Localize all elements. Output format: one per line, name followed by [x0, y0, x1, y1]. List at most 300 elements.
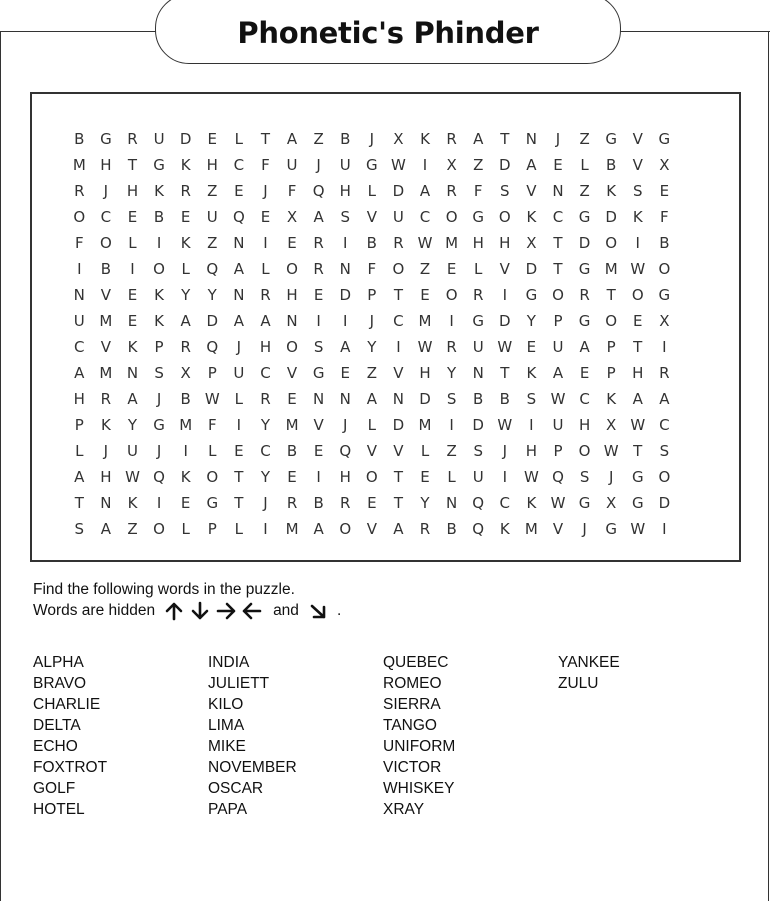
grid-letter: T — [500, 364, 510, 382]
grid-letter: V — [526, 182, 537, 200]
grid-row — [66, 282, 678, 308]
grid-letter: A — [659, 390, 670, 408]
grid-letter: V — [632, 130, 643, 148]
grid-letter: A — [552, 364, 564, 382]
grid-letter: H — [126, 182, 139, 200]
grid-letter: O — [605, 312, 618, 330]
grid-letter: E — [207, 130, 217, 148]
grid-letter: W — [125, 468, 140, 486]
grid-letter: P — [207, 520, 217, 538]
grid-row — [66, 516, 678, 542]
grid-letter: J — [263, 494, 268, 512]
grid-letter: D — [339, 286, 352, 304]
grid-letter: G — [153, 416, 165, 434]
grid-letter: S — [313, 338, 324, 356]
grid-row — [66, 152, 678, 178]
grid-letter: S — [154, 364, 164, 382]
grid-letter: Y — [526, 312, 536, 330]
grid-row — [66, 126, 678, 152]
grid-letter: N — [339, 390, 351, 408]
grid-letter: L — [367, 182, 376, 200]
grid-letter: P — [606, 338, 616, 356]
grid-letter: T — [500, 130, 510, 148]
grid-letter: F — [367, 260, 377, 278]
arrow-left-icon — [241, 601, 263, 621]
grid-letter: F — [660, 208, 669, 226]
grid-letter: I — [502, 286, 508, 304]
grid-letter: K — [526, 494, 537, 512]
grid-letter: T — [393, 494, 403, 512]
grid-row — [66, 386, 678, 412]
grid-letter: O — [99, 234, 112, 252]
grid-letter: O — [206, 468, 219, 486]
grid-letter: J — [555, 130, 561, 148]
grid-letter: R — [472, 286, 484, 304]
grid-letter: G — [631, 494, 644, 512]
word-column — [383, 652, 558, 820]
grid-letter: A — [579, 338, 590, 356]
grid-letter: G — [366, 156, 378, 174]
grid-letter: O — [153, 520, 165, 538]
grid-letter: J — [608, 468, 614, 486]
grid-letter: W — [497, 416, 513, 434]
grid-letter: R — [340, 494, 351, 512]
grid-letter: T — [74, 494, 84, 512]
grid-letter: K — [526, 364, 537, 382]
grid-letter: S — [500, 182, 510, 200]
grid-letter: V — [366, 442, 377, 460]
instructions-and: and — [273, 602, 299, 619]
grid-letter: K — [154, 312, 164, 330]
word-list-item: GOLF — [33, 780, 76, 797]
grid-letter: Z — [366, 364, 377, 382]
grid-letter: H — [73, 390, 85, 408]
grid-letter: R — [446, 338, 457, 356]
grid-letter: T — [127, 156, 138, 174]
grid-letter: B — [366, 234, 377, 252]
grid-letter: U — [552, 338, 564, 356]
grid-letter: S — [74, 520, 85, 538]
grid-letter: R — [260, 390, 271, 408]
grid-letter: P — [553, 312, 563, 330]
grid-letter: T — [633, 338, 643, 356]
grid-letter: G — [605, 130, 617, 148]
grid-letter: N — [233, 234, 245, 252]
grid-letter: Z — [473, 156, 484, 174]
grid-letter: R — [446, 130, 457, 148]
grid-letter: U — [126, 442, 138, 460]
grid-letter: M — [179, 416, 193, 434]
grid-letter: B — [180, 390, 191, 408]
grid-letter: U — [552, 416, 564, 434]
word-list-item: ZULU — [558, 675, 599, 692]
grid-letter: Q — [232, 208, 245, 226]
grid-letter: E — [287, 468, 297, 486]
grid-letter: C — [74, 338, 85, 356]
grid-letter: R — [446, 182, 457, 200]
grid-letter: L — [181, 260, 190, 278]
grid-letter: R — [579, 286, 590, 304]
grid-letter: M — [285, 416, 299, 434]
instructions-line-1: Find the following words in the puzzle. — [33, 581, 295, 598]
grid-letter: E — [287, 234, 297, 252]
grid-letter: B — [286, 442, 298, 460]
grid-letter: W — [417, 338, 433, 356]
grid-letter: O — [339, 520, 352, 538]
grid-letter: K — [606, 182, 617, 200]
grid-letter: B — [340, 130, 351, 148]
grid-letter: S — [340, 208, 350, 226]
grid-letter: Z — [313, 130, 324, 148]
grid-letter: O — [578, 442, 591, 460]
grid-letter: E — [127, 208, 138, 226]
grid-letter: M — [604, 260, 618, 278]
grid-letter: J — [502, 442, 508, 460]
grid-letter: G — [658, 286, 671, 304]
grid-letter: H — [339, 182, 351, 200]
grid-letter: L — [420, 442, 430, 460]
grid-letter: J — [156, 442, 162, 460]
grid-letter: O — [552, 286, 564, 304]
grid-letter: X — [393, 130, 404, 148]
word-list-item: NOVEMBER — [208, 759, 297, 776]
grid-letter: K — [180, 468, 191, 486]
grid-row — [66, 438, 678, 464]
grid-letter: F — [287, 182, 297, 200]
grid-letter: Q — [312, 182, 325, 200]
grid-letter: R — [127, 130, 138, 148]
grid-letter: D — [658, 494, 671, 512]
grid-letter: X — [446, 156, 457, 174]
grid-letter: E — [127, 312, 138, 330]
grid-letter: V — [552, 520, 564, 538]
grid-letter: G — [472, 208, 485, 226]
word-list-item: UNIFORM — [383, 738, 456, 755]
grid-letter: U — [286, 156, 298, 174]
grid-letter: A — [100, 520, 112, 538]
grid-letter: N — [286, 312, 298, 330]
grid-letter: F — [261, 156, 270, 174]
grid-letter: W — [417, 234, 433, 252]
grid-letter: Z — [207, 182, 218, 200]
word-list-item: ECHO — [33, 738, 78, 755]
grid-letter: J — [263, 182, 268, 200]
grid-letter: H — [472, 234, 484, 252]
grid-letter: O — [365, 468, 378, 486]
grid-letter: T — [234, 494, 244, 512]
grid-letter: C — [233, 156, 245, 174]
grid-letter: X — [606, 416, 617, 434]
grid-letter: H — [419, 364, 431, 382]
grid-letter: U — [339, 156, 351, 174]
grid-letter: D — [206, 312, 219, 330]
word-list-item: HOTEL — [33, 801, 85, 818]
grid-letter: E — [633, 312, 643, 330]
grid-letter: H — [286, 286, 298, 304]
grid-letter: U — [153, 130, 165, 148]
grid-letter: R — [286, 494, 298, 512]
grid-letter: O — [631, 286, 644, 304]
grid-letter: B — [153, 208, 165, 226]
grid-letter: I — [316, 312, 321, 330]
grid-letter: I — [156, 494, 162, 512]
grid-letter: I — [343, 234, 348, 252]
grid-letter: S — [659, 442, 670, 460]
grid-letter: K — [420, 130, 430, 148]
grid-letter: W — [630, 520, 646, 538]
grid-letter: Q — [472, 520, 485, 538]
grid-letter: I — [529, 416, 534, 434]
grid-letter: D — [472, 416, 484, 434]
grid-letter: Q — [206, 260, 219, 278]
grid-letter: Y — [181, 286, 191, 304]
grid-letter: G — [578, 312, 591, 330]
grid-letter: E — [234, 442, 244, 460]
grid-letter: A — [74, 468, 85, 486]
word-search-grid — [30, 92, 741, 562]
grid-letter: E — [180, 494, 191, 512]
grid-letter: W — [630, 416, 646, 434]
grid-letter: D — [499, 156, 511, 174]
grid-letter: A — [260, 312, 271, 330]
grid-letter: W — [630, 260, 646, 278]
grid-letter: T — [393, 468, 403, 486]
grid-letter: E — [340, 364, 350, 382]
grid-letter: D — [578, 234, 591, 252]
grid-letter: L — [234, 390, 244, 408]
word-list-item: KILO — [208, 696, 244, 713]
grid-letter: L — [234, 520, 244, 538]
grid-letter: B — [606, 156, 617, 174]
grid-letter: L — [261, 260, 270, 278]
grid-letter: T — [393, 286, 403, 304]
grid-letter: E — [526, 338, 537, 356]
arrow-down-icon — [189, 601, 211, 621]
word-list-item: VICTOR — [383, 759, 442, 776]
grid-letter: J — [343, 416, 348, 434]
grid-letter: R — [180, 182, 191, 200]
grid-letter: H — [525, 442, 538, 460]
grid-letter: O — [445, 286, 458, 304]
grid-letter: A — [74, 364, 85, 382]
grid-letter: U — [233, 364, 245, 382]
grid-letter: G — [605, 520, 617, 538]
grid-letter: T — [606, 286, 616, 304]
grid-letter: H — [259, 338, 272, 356]
word-list-item: XRAY — [383, 801, 425, 818]
grid-row — [66, 360, 678, 386]
grid-letter: P — [154, 338, 164, 356]
grid-letter: I — [183, 442, 188, 460]
grid-letter: T — [553, 260, 563, 278]
grid-letter: T — [633, 442, 643, 460]
grid-letter: N — [525, 130, 537, 148]
grid-letter: B — [446, 520, 457, 538]
grid-letter: K — [127, 338, 138, 356]
grid-letter: I — [236, 416, 242, 434]
grid-letter: B — [313, 494, 324, 512]
grid-letter: H — [499, 234, 511, 252]
grid-letter: G — [578, 494, 591, 512]
word-list-item: BRAVO — [33, 675, 87, 692]
grid-letter: G — [658, 130, 671, 148]
grid-letter: I — [316, 468, 321, 486]
grid-letter: W — [204, 390, 220, 408]
grid-letter: V — [313, 416, 324, 434]
grid-letter: B — [499, 390, 510, 408]
grid-letter: K — [632, 208, 643, 226]
grid-letter: Z — [207, 234, 218, 252]
grid-letter: O — [658, 468, 671, 486]
grid-letter: J — [369, 312, 375, 330]
word-list-item: MIKE — [208, 738, 246, 755]
grid-letter: W — [523, 468, 539, 486]
grid-letter: K — [606, 390, 617, 408]
grid-letter: O — [153, 260, 165, 278]
grid-letter: Z — [579, 130, 590, 148]
grid-letter: A — [313, 520, 324, 538]
grid-letter: J — [236, 338, 242, 356]
grid-letter: A — [419, 182, 431, 200]
word-list-item: QUEBEC — [383, 654, 449, 671]
grid-letter: H — [100, 156, 112, 174]
grid-letter: I — [449, 416, 454, 434]
grid-letter: H — [100, 468, 112, 486]
grid-letter: V — [393, 442, 404, 460]
grid-letter: C — [393, 312, 404, 330]
grid-letter: E — [553, 156, 563, 174]
grid-letter: R — [313, 260, 324, 278]
grid-letter: G — [312, 364, 325, 382]
grid-letter: W — [550, 494, 566, 512]
grid-letter: E — [234, 182, 244, 200]
grid-letter: Z — [419, 260, 431, 278]
grid-letter: N — [392, 390, 405, 408]
word-list-item: WHISKEY — [383, 780, 455, 797]
grid-letter: R — [659, 364, 670, 382]
grid-letter: M — [418, 312, 432, 330]
grid-letter: M — [99, 364, 113, 382]
grid-letter: I — [502, 468, 508, 486]
grid-letter: V — [366, 520, 377, 538]
grid-letter: Y — [207, 286, 217, 304]
grid-letter: R — [419, 520, 431, 538]
grid-letter: L — [208, 442, 217, 460]
grid-letter: N — [73, 286, 85, 304]
grid-letter: U — [472, 338, 484, 356]
grid-letter: V — [632, 156, 643, 174]
grid-letter: C — [499, 494, 511, 512]
grid-letter: O — [392, 260, 405, 278]
grid-letter: N — [233, 286, 245, 304]
grid-letter: C — [552, 208, 564, 226]
word-list-item: PAPA — [208, 801, 248, 818]
grid-letter: H — [632, 364, 644, 382]
grid-letter: I — [635, 234, 640, 252]
grid-letter: W — [603, 442, 619, 460]
grid-letter: V — [286, 364, 298, 382]
grid-letter: C — [100, 208, 112, 226]
grid-letter: I — [156, 234, 162, 252]
grid-letter: F — [207, 416, 217, 434]
word-list-item: LIMA — [208, 717, 245, 734]
instructions-line-2 — [33, 600, 341, 621]
grid-letter: K — [499, 520, 510, 538]
grid-letter: E — [313, 442, 324, 460]
grid-letter: O — [286, 260, 298, 278]
grid-letter: L — [128, 234, 137, 252]
grid-letter: R — [100, 390, 112, 408]
grid-row — [66, 178, 678, 204]
grid-letter: P — [74, 416, 84, 434]
grid-letter: M — [418, 416, 432, 434]
grid-letter: D — [392, 182, 405, 200]
grid-letter: E — [260, 208, 271, 226]
grid-letter: L — [181, 520, 190, 538]
grid-letter: T — [234, 468, 244, 486]
grid-letter: D — [499, 312, 511, 330]
grid-letter: B — [473, 390, 484, 408]
grid-letter: A — [632, 390, 643, 408]
grid-letter: S — [633, 182, 643, 200]
word-list-item: TANGO — [383, 717, 437, 734]
grid-letter: K — [526, 208, 537, 226]
grid-letter: M — [99, 312, 113, 330]
grid-letter: E — [420, 286, 430, 304]
grid-letter: X — [606, 494, 617, 512]
grid-letter: X — [286, 208, 298, 226]
grid-letter: G — [472, 312, 485, 330]
grid-letter: P — [553, 442, 563, 460]
grid-letter: M — [524, 520, 538, 538]
grid-letter: K — [180, 234, 191, 252]
grid-letter: W — [550, 390, 566, 408]
grid-row — [66, 464, 678, 490]
grid-letter: I — [343, 312, 348, 330]
grid-letter: N — [126, 364, 139, 382]
grid-letter: I — [130, 260, 135, 278]
instructions-prefix: Words are hidden — [33, 602, 156, 619]
grid-letter: P — [606, 364, 616, 382]
grid-letter: K — [180, 156, 191, 174]
grid-letter: M — [72, 156, 86, 174]
grid-letter: V — [100, 338, 112, 356]
grid-letter: R — [260, 286, 271, 304]
grid-letter: G — [525, 286, 538, 304]
word-column — [208, 652, 383, 820]
grid-letter: K — [154, 182, 164, 200]
grid-letter: S — [446, 390, 457, 408]
grid-letter: Y — [260, 468, 271, 486]
grid-letter: P — [367, 286, 377, 304]
grid-letter: X — [526, 234, 537, 252]
grid-letter: V — [393, 364, 404, 382]
grid-letter: S — [473, 442, 483, 460]
grid-letter: N — [100, 494, 112, 512]
grid-letter: K — [127, 494, 138, 512]
grid-letter: D — [605, 208, 617, 226]
grid-letter: U — [73, 312, 85, 330]
header-rule-left — [0, 31, 157, 32]
grid-letter: Q — [339, 442, 352, 460]
grid-letter: M — [285, 520, 299, 538]
grid-letter: A — [233, 312, 244, 330]
instructions — [33, 579, 341, 621]
grid-letter: W — [497, 338, 513, 356]
grid-letter: L — [580, 156, 589, 174]
grid-letter: U — [206, 208, 218, 226]
grid-letter: R — [74, 182, 85, 200]
